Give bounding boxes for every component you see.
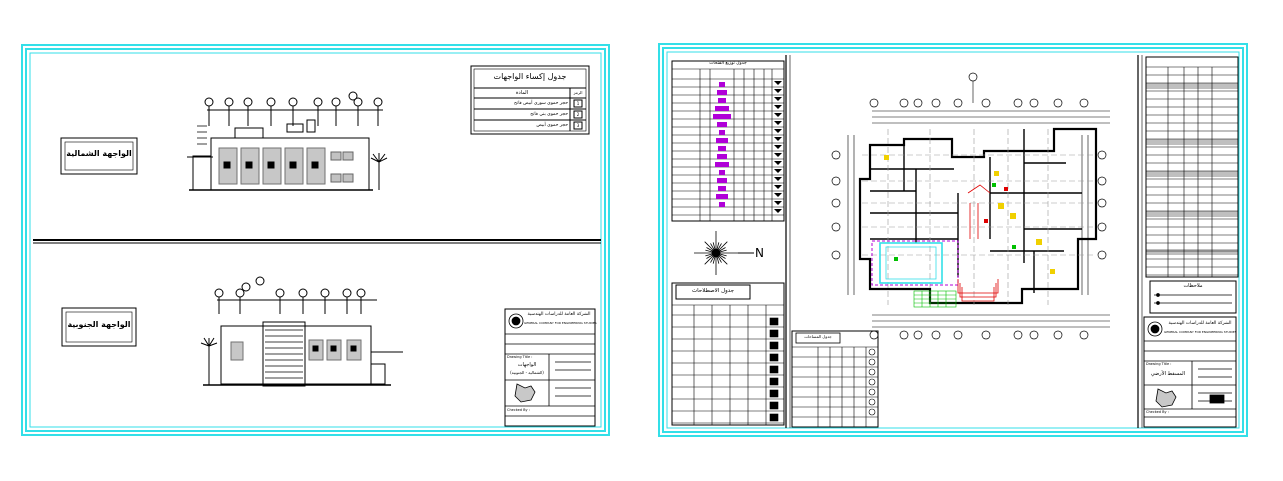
- openings-schedule-table: [672, 61, 784, 221]
- north-elevation-label: الواجهة الشمالية: [66, 149, 132, 158]
- finishes-header-symbol: الرمز: [573, 90, 583, 95]
- legend-table: [672, 283, 784, 425]
- right-title-block-checked-by: Checked By :: [1146, 410, 1169, 414]
- finishes-row-material: حجر حموي أبيض: [536, 123, 568, 128]
- notes-title: ملاحظات: [1183, 283, 1203, 289]
- finishes-header-material: المادة: [515, 90, 529, 96]
- south-elevation-drawing: [201, 277, 403, 386]
- elevations-sheet: [21, 44, 610, 436]
- title-block-company-ar: الشركة العامة للدراسات الهندسية: [527, 312, 591, 317]
- areas-table: [792, 331, 878, 427]
- finishes-row-symbol: 1: [576, 101, 580, 106]
- finishes-row-material: حجر حموي سوري أبيض فاتح: [514, 101, 568, 106]
- title-block-drawing-subtitle: (الشمالية - الجنوبية): [510, 370, 544, 375]
- right-title-block-company-en: GENERAL COMPANY FOR ENGINEERING STUDIES: [1164, 330, 1237, 334]
- ground-floor-plan: [832, 73, 1110, 339]
- title-block-drawing-title: الواجهات: [517, 362, 537, 368]
- floor-plan-sheet: [658, 43, 1248, 437]
- north-arrow-icon: [694, 231, 754, 275]
- finishes-row-symbol: 2: [576, 112, 580, 117]
- right-title-block-drawing-title-label: Drawing Title :: [1146, 362, 1172, 366]
- title-block-checked-by: Checked By :: [507, 408, 530, 412]
- right-title-block-drawing-title: المسقط الأرضي: [1150, 371, 1186, 377]
- finishes-row-material: حجر حموي بني فاتح: [530, 112, 568, 117]
- areas-table-title: جدول المساحات: [804, 334, 832, 339]
- rooms-schedule-table: [1146, 57, 1238, 277]
- north-elevation-drawing: [187, 92, 387, 190]
- right-title-block-company-ar: الشركة العامة للدراسات الهندسية: [1168, 321, 1232, 326]
- north-label: N: [755, 246, 764, 260]
- title-block-drawing-title-label: Drawing Title :: [507, 355, 533, 359]
- south-elevation-label: الواجهة الجنوبية: [67, 320, 131, 329]
- finishes-row-symbol: 3: [576, 123, 580, 128]
- finishes-table-title: جدول إكساء الواجهات: [493, 72, 567, 81]
- openings-schedule-title: جدول توزيع الفتحات: [709, 61, 747, 66]
- legend-title: جدول الاصطلاحات: [691, 288, 735, 294]
- title-block-company-en: GENERAL COMPANY FOR ENGINEERING STUDIES: [524, 321, 597, 325]
